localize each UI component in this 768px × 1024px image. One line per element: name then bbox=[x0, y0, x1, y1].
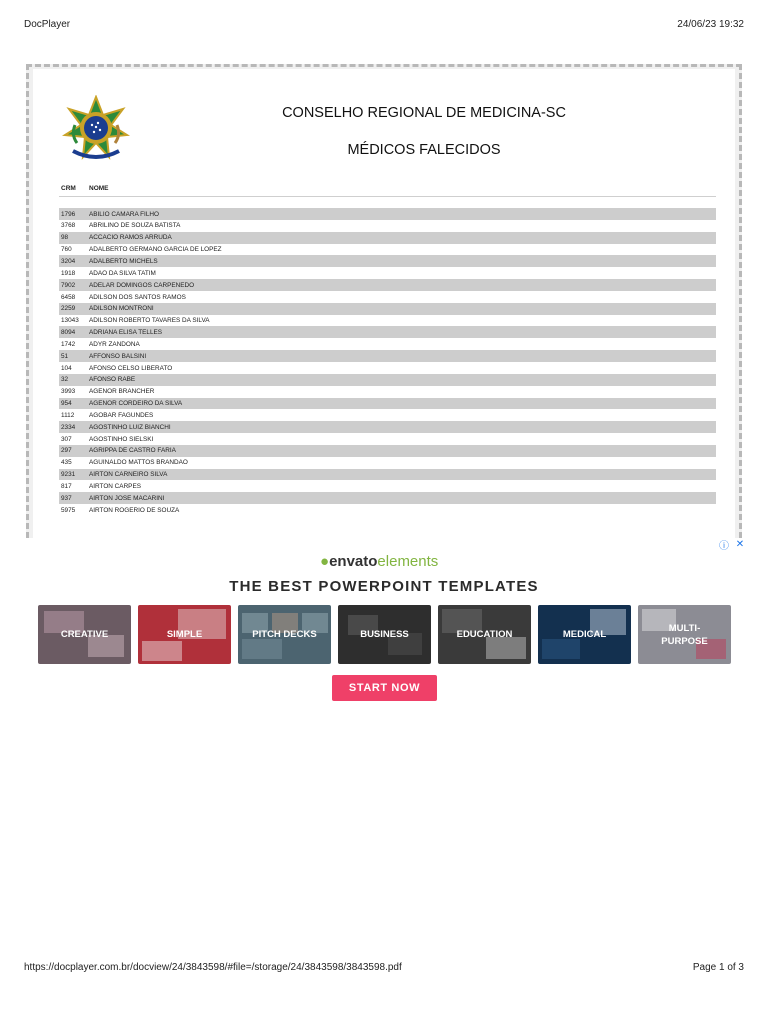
nome-cell: AIRTON JOSE MACARINI bbox=[89, 494, 165, 502]
crm-cell: 307 bbox=[61, 435, 72, 443]
template-category-tiles bbox=[38, 605, 731, 664]
crm-cell: 760 bbox=[61, 246, 72, 254]
column-header-crm: CRM bbox=[61, 185, 76, 192]
table-row bbox=[59, 445, 716, 457]
logo-text-elements: elements bbox=[377, 553, 439, 570]
table-row bbox=[59, 338, 716, 350]
document-page bbox=[33, 69, 735, 538]
nome-cell: ADALBERTO MICHELS bbox=[89, 257, 158, 265]
table-row bbox=[59, 386, 716, 398]
crm-cell: 104 bbox=[61, 364, 72, 372]
nome-cell: ADILSON MONTRONI bbox=[89, 305, 154, 313]
crm-cell: 51 bbox=[61, 352, 69, 360]
tile-label: MULTI- PURPOSE bbox=[661, 622, 708, 647]
nome-cell: ADYR ZANDONA bbox=[89, 340, 140, 348]
crm-cell: 1742 bbox=[61, 340, 76, 348]
tile-multi-purpose[interactable] bbox=[638, 605, 731, 664]
table-row bbox=[59, 362, 716, 374]
tile-label: MEDICAL bbox=[562, 629, 607, 640]
crm-cell: 1796 bbox=[61, 210, 76, 218]
tile-label: BUSINESS bbox=[360, 629, 409, 640]
nome-cell: ADALBERTO GERMANO GARCIA DE LOPEZ bbox=[89, 246, 222, 254]
crm-cell: 817 bbox=[61, 483, 72, 490]
crm-cell: 3768 bbox=[61, 222, 76, 230]
nome-cell: AGRIPPA DE CASTRO FARIA bbox=[89, 447, 176, 455]
nome-cell: AFONSO CELSO LIBERATO bbox=[89, 364, 173, 372]
logo-text-envato: envato bbox=[329, 553, 378, 570]
crm-cell: 3993 bbox=[61, 388, 76, 396]
table-row bbox=[59, 279, 716, 291]
table-row bbox=[59, 220, 716, 232]
ad-headline: THE BEST POWERPOINT TEMPLATES bbox=[229, 578, 539, 595]
document-subtitle: MÉDICOS FALECIDOS bbox=[347, 142, 501, 158]
print-datetime: 24/06/23 19:32 bbox=[677, 19, 744, 30]
nome-cell: ADELAR DOMINGOS CARPENEDO bbox=[89, 281, 195, 289]
tile-pitch-decks[interactable] bbox=[238, 605, 331, 664]
table-row bbox=[59, 303, 716, 315]
crm-cell: 13043 bbox=[61, 317, 79, 325]
header-divider bbox=[59, 196, 716, 197]
crm-cell: 1112 bbox=[61, 411, 75, 419]
table-row bbox=[59, 255, 716, 267]
nome-cell: ABRILINO DE SOUZA BATISTA bbox=[89, 222, 181, 230]
nome-cell: AFONSO RABE bbox=[89, 376, 136, 384]
tile-education[interactable] bbox=[438, 605, 531, 664]
table-row bbox=[59, 504, 716, 516]
table-row bbox=[59, 469, 716, 481]
tile-creative[interactable] bbox=[38, 605, 131, 664]
tile-label: EDUCATION bbox=[456, 629, 513, 640]
crm-cell: 32 bbox=[61, 376, 69, 384]
table-row bbox=[59, 291, 716, 303]
tile-label: PITCH DECKS bbox=[252, 629, 317, 640]
crm-cell: 2334 bbox=[61, 423, 76, 431]
crm-cell: 954 bbox=[61, 400, 72, 408]
document-title: CONSELHO REGIONAL DE MEDICINA-SC bbox=[282, 105, 566, 121]
table-row bbox=[59, 374, 716, 386]
ad-controls bbox=[718, 538, 746, 550]
nome-cell: ABILIO CAMARA FILHO bbox=[89, 210, 159, 218]
table-row bbox=[59, 315, 716, 327]
crm-cell: 8094 bbox=[61, 329, 76, 337]
page-url: https://docplayer.com.br/docview/24/3843598/#file=/storage/24/3843598/3843598.pdf bbox=[24, 962, 402, 973]
tile-medical[interactable] bbox=[538, 605, 631, 664]
crm-cell: 7902 bbox=[61, 281, 76, 289]
nome-cell: AFFONSO BALSINI bbox=[89, 352, 147, 360]
table-row bbox=[59, 232, 716, 244]
nome-cell: ADILSON DOS SANTOS RAMOS bbox=[89, 293, 186, 301]
tile-simple[interactable] bbox=[138, 605, 231, 664]
nome-cell: AIRTON ROGERIO DE SOUZA bbox=[89, 506, 180, 514]
physician-table bbox=[59, 208, 716, 516]
nome-cell: ADAO DA SILVA TATIM bbox=[89, 269, 156, 277]
nome-cell: AGENOR BRANCHER bbox=[89, 388, 155, 396]
table-row bbox=[59, 244, 716, 256]
table-row bbox=[59, 492, 716, 504]
tile-label: SIMPLE bbox=[166, 629, 203, 640]
crm-cell: 937 bbox=[61, 494, 72, 502]
leaf-icon: ● bbox=[320, 553, 330, 570]
table-row bbox=[59, 480, 716, 492]
start-now-button[interactable]: START NOW bbox=[332, 675, 437, 701]
table-row bbox=[59, 421, 716, 433]
tile-business[interactable] bbox=[338, 605, 431, 664]
adchoices-icon[interactable]: ⓘ bbox=[719, 540, 729, 552]
nome-cell: AGUINALDO MATTOS BRANDAO bbox=[89, 459, 188, 467]
table-row bbox=[59, 398, 716, 410]
table-row bbox=[59, 433, 716, 445]
site-name: DocPlayer bbox=[24, 19, 71, 30]
crm-cell: 297 bbox=[61, 447, 72, 455]
table-row bbox=[59, 326, 716, 338]
envato-logo[interactable] bbox=[320, 553, 438, 570]
nome-cell: ADRIANA ELISA TELLES bbox=[89, 329, 163, 337]
nome-cell: AIRTON CARPES bbox=[89, 483, 141, 490]
crm-cell: 98 bbox=[61, 234, 69, 242]
page-indicator: Page 1 of 3 bbox=[692, 962, 744, 973]
crm-cell: 2259 bbox=[61, 305, 76, 313]
crm-cell: 3204 bbox=[61, 257, 76, 265]
close-ad-icon[interactable]: ✕ bbox=[735, 538, 745, 550]
nome-cell: AGENOR CORDEIRO DA SILVA bbox=[89, 400, 183, 408]
crm-cell: 5975 bbox=[61, 506, 76, 514]
table-row bbox=[59, 457, 716, 469]
crm-cell: 9231 bbox=[61, 471, 76, 479]
crm-cell: 6458 bbox=[61, 293, 76, 301]
table-row bbox=[59, 350, 716, 362]
column-header-nome: NOME bbox=[89, 185, 109, 192]
table-row bbox=[59, 208, 716, 220]
nome-cell: ACCACIO RAMOS ARRUDA bbox=[89, 234, 172, 242]
table-row bbox=[59, 267, 716, 279]
nome-cell: AGOSTINHO LUIZ BIANCHI bbox=[89, 423, 171, 431]
nome-cell: AGOBAR FAGUNDES bbox=[89, 411, 154, 419]
table-row bbox=[59, 409, 716, 421]
nome-cell: ADILSON ROBERTO TAVARES DA SILVA bbox=[89, 317, 210, 325]
nome-cell: AIRTON CARNEIRO SILVA bbox=[89, 471, 168, 479]
nome-cell: AGOSTINHO SIELSKI bbox=[89, 435, 154, 443]
tile-label: CREATIVE bbox=[60, 629, 109, 640]
crm-cell: 1918 bbox=[61, 269, 76, 277]
document-viewer[interactable] bbox=[26, 64, 742, 538]
crm-cell: 435 bbox=[61, 459, 72, 467]
